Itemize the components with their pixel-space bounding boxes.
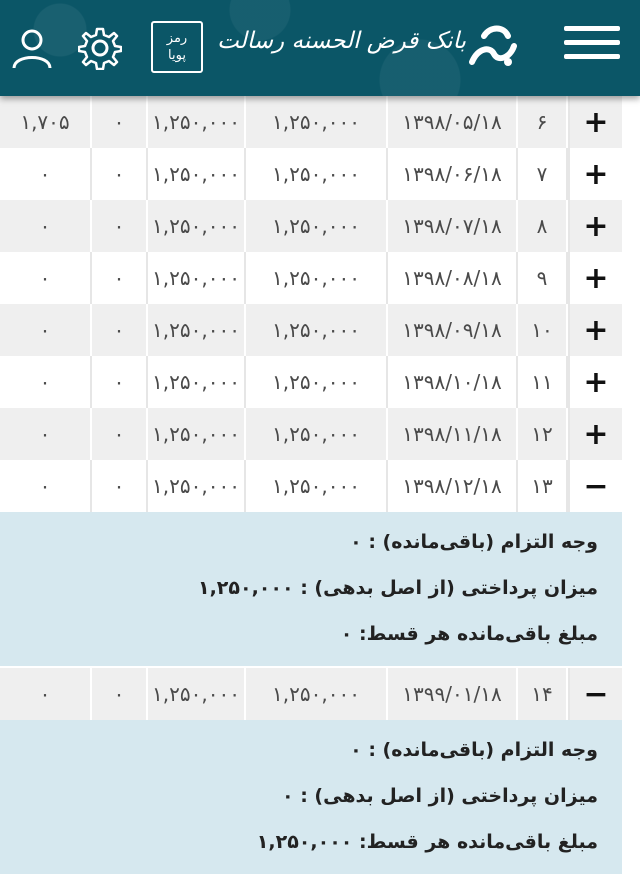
penalty-cell: ۰ (92, 668, 148, 720)
late-fee-cell: ۰ (0, 668, 92, 720)
installment-number-cell: ۱۰ (518, 304, 568, 356)
bank-name: بانک قرض الحسنه رسالت (217, 28, 466, 54)
dynamic-password-button[interactable] (151, 21, 203, 73)
commitment-remaining: وجه التزام (باقی‌مانده) : ۰ (350, 739, 598, 761)
late-fee-cell: ۰ (0, 460, 92, 512)
late-fee-cell: ۰ (0, 356, 92, 408)
installment-amount-cell: ۱,۲۵۰,۰۰۰ (246, 252, 388, 304)
installment-number-cell: ۹ (518, 252, 568, 304)
due-date-cell: ۱۳۹۸/۰۶/۱۸ (388, 148, 518, 200)
paid-amount-cell: ۱,۲۵۰,۰۰۰ (148, 408, 246, 460)
installment-number-cell: ۱۲ (518, 408, 568, 460)
penalty-cell: ۰ (92, 96, 148, 148)
table-row (0, 668, 622, 720)
installment-remaining: مبلغ باقی‌مانده هر قسط: ۰ (340, 623, 598, 645)
scrollbar-track[interactable] (622, 96, 640, 856)
table-row (0, 408, 622, 460)
top-app-bar (0, 0, 640, 96)
due-date-cell: ۱۳۹۸/۰۵/۱۸ (388, 96, 518, 148)
paid-principal: میزان پرداختی (از اصل بدهی) : ۰ (281, 785, 598, 807)
installment-number-cell: ۱۴ (518, 668, 568, 720)
expand-toggle-button[interactable]: + (568, 356, 622, 408)
penalty-cell: ۰ (92, 148, 148, 200)
installment-amount-cell: ۱,۲۵۰,۰۰۰ (246, 408, 388, 460)
menu-line (564, 40, 620, 45)
penalty-cell: ۰ (92, 356, 148, 408)
late-fee-cell: ۰ (0, 304, 92, 356)
expand-toggle-button[interactable]: + (568, 304, 622, 356)
paid-amount-cell: ۱,۲۵۰,۰۰۰ (148, 356, 246, 408)
expand-toggle-button[interactable]: + (568, 200, 622, 252)
installment-number-cell: ۷ (518, 148, 568, 200)
user-profile-icon[interactable] (10, 26, 54, 70)
commitment-remaining: وجه التزام (باقی‌مانده) : ۰ (350, 531, 598, 553)
gear-icon[interactable] (78, 26, 122, 70)
due-date-cell: ۱۳۹۸/۱۲/۱۸ (388, 460, 518, 512)
table-row (0, 252, 622, 304)
table-row (0, 304, 622, 356)
dynamic-password-label-1: رمز (166, 31, 188, 46)
late-fee-cell: ۰ (0, 200, 92, 252)
paid-amount-cell: ۱,۲۵۰,۰۰۰ (148, 148, 246, 200)
paid-amount-cell: ۱,۲۵۰,۰۰۰ (148, 252, 246, 304)
late-fee-cell: ۰ (0, 252, 92, 304)
due-date-cell: ۱۳۹۸/۱۱/۱۸ (388, 408, 518, 460)
due-date-cell: ۱۳۹۸/۰۷/۱۸ (388, 200, 518, 252)
installment-amount-cell: ۱,۲۵۰,۰۰۰ (246, 356, 388, 408)
table-row (0, 200, 622, 252)
expand-toggle-button[interactable]: + (568, 148, 622, 200)
paid-amount-cell: ۱,۲۵۰,۰۰۰ (148, 96, 246, 148)
paid-amount-cell: ۱,۲۵۰,۰۰۰ (148, 460, 246, 512)
installment-number-cell: ۶ (518, 96, 568, 148)
installment-remaining: مبلغ باقی‌مانده هر قسط: ۱,۲۵۰,۰۰۰ (256, 831, 598, 853)
installment-amount-cell: ۱,۲۵۰,۰۰۰ (246, 460, 388, 512)
dynamic-password-label-2: پویا (168, 48, 186, 63)
paid-amount-cell: ۱,۲۵۰,۰۰۰ (148, 668, 246, 720)
due-date-cell: ۱۳۹۸/۰۹/۱۸ (388, 304, 518, 356)
installment-details-panel (0, 720, 622, 874)
late-fee-cell: ۱,۷۰۵ (0, 96, 92, 148)
installment-amount-cell: ۱,۲۵۰,۰۰۰ (246, 200, 388, 252)
late-fee-cell: ۰ (0, 408, 92, 460)
penalty-cell: ۰ (92, 252, 148, 304)
expand-toggle-button[interactable]: + (568, 252, 622, 304)
due-date-cell: ۱۳۹۸/۰۸/۱۸ (388, 252, 518, 304)
installment-details-panel (0, 512, 622, 666)
installment-amount-cell: ۱,۲۵۰,۰۰۰ (246, 668, 388, 720)
late-fee-cell: ۰ (0, 148, 92, 200)
table-row (0, 96, 622, 148)
installment-number-cell: ۸ (518, 200, 568, 252)
menu-line (564, 26, 620, 31)
installment-amount-cell: ۱,۲۵۰,۰۰۰ (246, 96, 388, 148)
collapse-toggle-button[interactable]: − (568, 460, 622, 512)
due-date-cell: ۱۳۹۸/۱۰/۱۸ (388, 356, 518, 408)
due-date-cell: ۱۳۹۹/۰۱/۱۸ (388, 668, 518, 720)
penalty-cell: ۰ (92, 200, 148, 252)
menu-line (564, 54, 620, 59)
expand-toggle-button[interactable]: + (568, 408, 622, 460)
paid-principal: میزان پرداختی (از اصل بدهی) : ۱,۲۵۰,۰۰۰ (197, 577, 598, 599)
table-row (0, 148, 622, 200)
installments-table (0, 96, 622, 874)
penalty-cell: ۰ (92, 304, 148, 356)
penalty-cell: ۰ (92, 460, 148, 512)
installment-number-cell: ۱۳ (518, 460, 568, 512)
bank-logo-icon (464, 18, 522, 76)
hamburger-menu-icon[interactable] (564, 26, 620, 66)
installment-number-cell: ۱۱ (518, 356, 568, 408)
installment-amount-cell: ۱,۲۵۰,۰۰۰ (246, 148, 388, 200)
installment-amount-cell: ۱,۲۵۰,۰۰۰ (246, 304, 388, 356)
collapse-toggle-button[interactable]: − (568, 668, 622, 720)
table-row (0, 356, 622, 408)
paid-amount-cell: ۱,۲۵۰,۰۰۰ (148, 200, 246, 252)
expand-toggle-button[interactable]: + (568, 96, 622, 148)
penalty-cell: ۰ (92, 408, 148, 460)
paid-amount-cell: ۱,۲۵۰,۰۰۰ (148, 304, 246, 356)
table-row (0, 460, 622, 512)
